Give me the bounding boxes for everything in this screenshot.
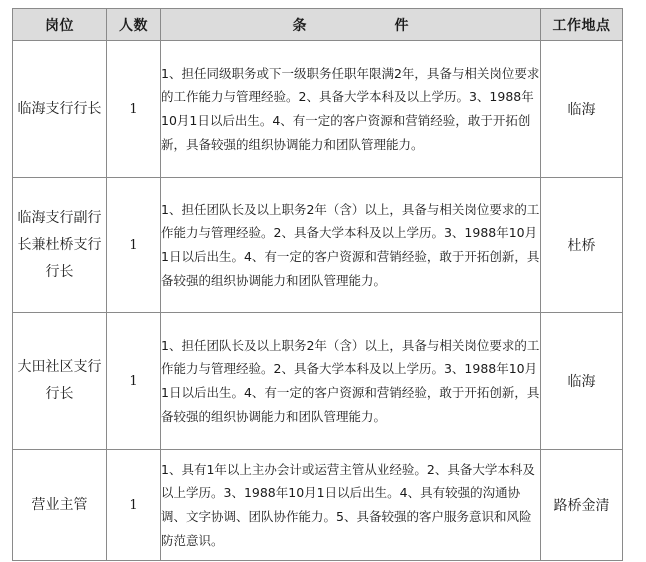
cell-requirements: 1、担任团队长及以上职务2年（含）以上，具备与相关岗位要求的工作能力与管理经验。2、具备大学本科及以上学历。3、1988年10月1日以后出生。4、有一定的客户资源和营销经验，敢于开拓创新，具备较强的组织协调能力和团队管理能力。 — [161, 178, 541, 313]
table-row — [13, 41, 623, 178]
header-location: 工作地点 — [541, 9, 623, 41]
cell-position: 大田社区支行行长 — [13, 313, 107, 450]
cell-position: 临海支行副行长兼杜桥支行行长 — [13, 178, 107, 313]
header-requirements-char-b: 件 — [394, 17, 409, 34]
cell-count: 1 — [107, 41, 161, 178]
cell-position: 临海支行行长 — [13, 41, 107, 178]
cell-count: 1 — [107, 313, 161, 450]
header-requirements — [161, 9, 541, 41]
cell-count: 1 — [107, 178, 161, 313]
cell-location: 临海 — [541, 41, 623, 178]
cell-location: 临海 — [541, 313, 623, 450]
header-position: 岗位 — [13, 9, 107, 41]
recruitment-table — [12, 8, 623, 561]
cell-requirements: 1、具有1年以上主办会计或运营主管从业经验。2、具备大学本科及以上学历。3、1988年10月1日以后出生。4、具有较强的沟通协调、文字协调、团队协作能力。5、具备较强的客户服务意识和风险防范意识。 — [161, 450, 541, 561]
table-body — [13, 41, 623, 561]
cell-location: 杜桥 — [541, 178, 623, 313]
cell-count: 1 — [107, 450, 161, 561]
cell-location: 路桥金清 — [541, 450, 623, 561]
cell-requirements: 1、担任同级职务或下一级职务任职年限满2年，具备与相关岗位要求的工作能力与管理经验。2、具备大学本科及以上学历。3、1988年10月1日以后出生。4、有一定的客户资源和营销经验，敢于开拓创新，具备较强的组织协调能力和团队管理能力。 — [161, 41, 541, 178]
table-row — [13, 450, 623, 561]
header-count: 人数 — [107, 9, 161, 41]
table-row — [13, 313, 623, 450]
header-row — [13, 9, 623, 41]
cell-requirements: 1、担任团队长及以上职务2年（含）以上，具备与相关岗位要求的工作能力与管理经验。2、具备大学本科及以上学历。3、1988年10月1日以后出生。4、有一定的客户资源和营销经验，敢于开拓创新，具备较强的组织协调能力和团队管理能力。 — [161, 313, 541, 450]
header-requirements-char-a: 条 — [292, 17, 307, 34]
table-row — [13, 178, 623, 313]
table-header — [13, 9, 623, 41]
cell-position: 营业主管 — [13, 450, 107, 561]
